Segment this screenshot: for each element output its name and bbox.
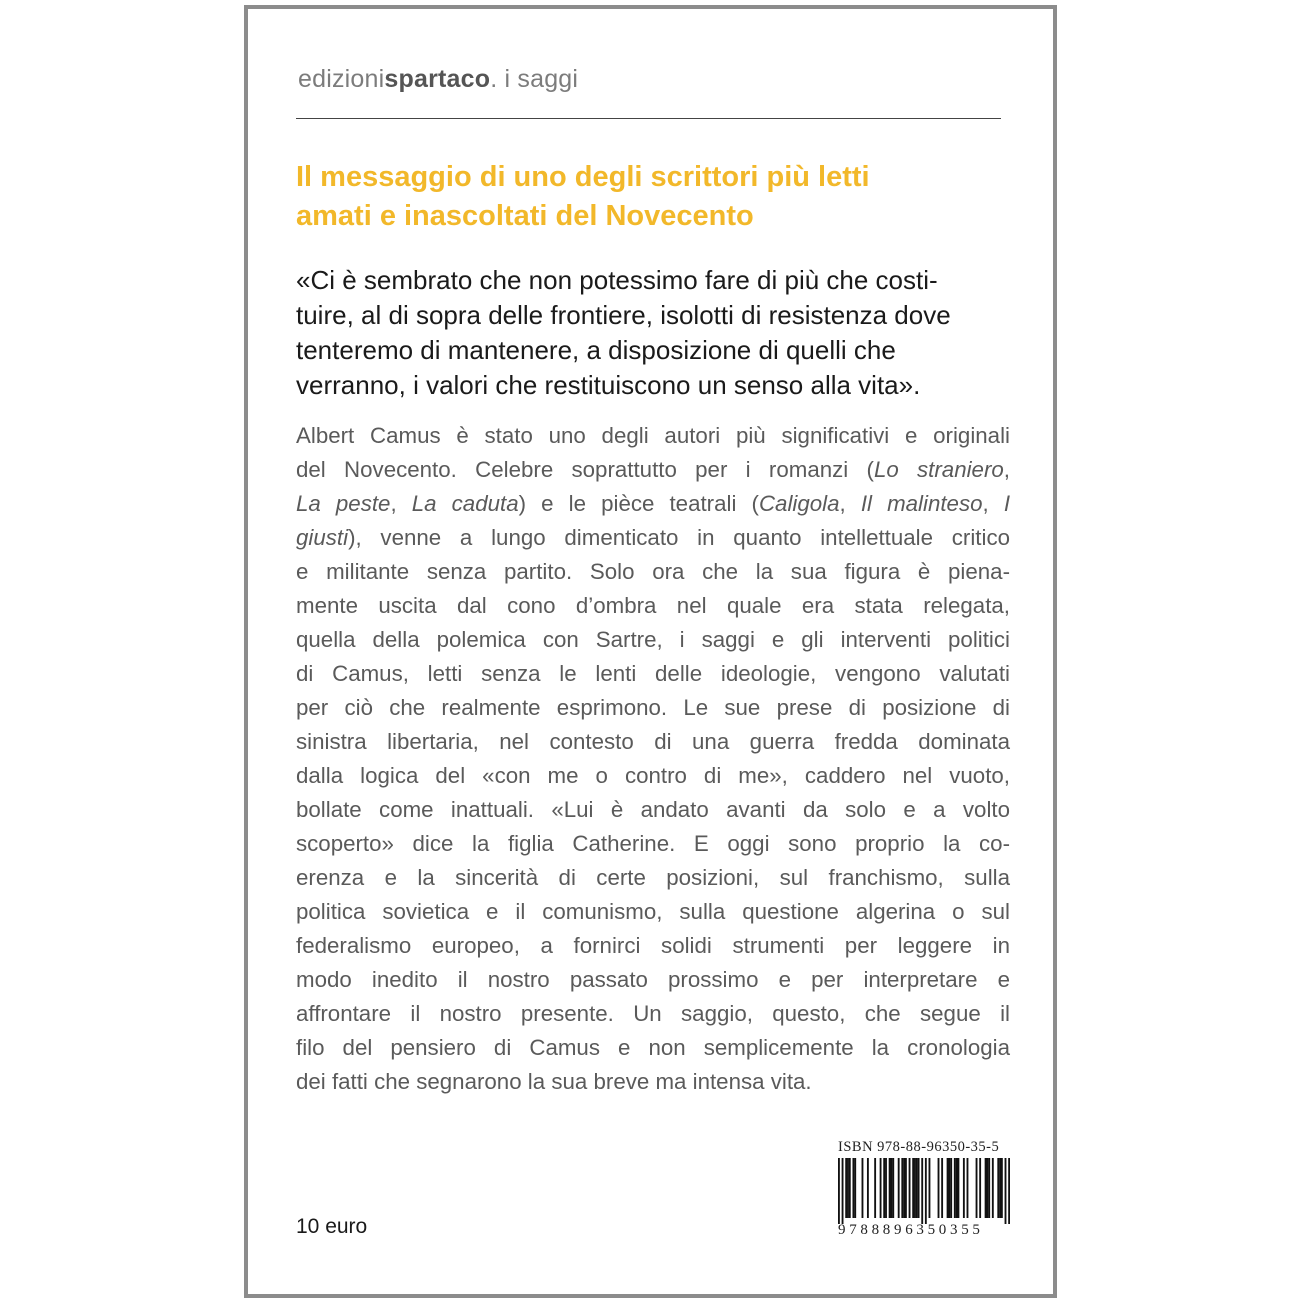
barcode-bar [838,1158,840,1224]
barcode-bar [963,1158,965,1218]
barcode-bar [880,1158,882,1218]
barcode-bar [950,1158,952,1218]
barcode-bar [892,1158,894,1218]
barcode-bar [1001,1158,1003,1218]
blurb-line: erenza e la sincerità di certe posizioni, sul franchismo, sulla [296,865,1010,890]
cover-content [248,9,1053,1294]
quote-line: verranno, i valori che restituiscono un senso alla vita». [296,370,921,400]
barcode-bar [889,1158,891,1218]
barcode-bar [947,1158,949,1218]
blurb-line: La peste, La caduta) e le pièce teatrali (Caligola, Il malinteso, I [296,491,1011,516]
price: 10 euro [296,1215,368,1238]
header-rule [296,118,1001,119]
title-il-malinteso: Il malinteso [860,491,983,516]
blurb-line: federalismo europeo, a fornirci solidi strumenti per leggere in [296,933,1010,958]
blurb-line: per ciò che realmente esprimono. Le sue prese di posizione di [296,695,1010,720]
barcode-bar [898,1158,900,1218]
barcode-bar [842,1158,844,1224]
headline-line: Il messaggio di uno degli scrittori più letti [296,161,870,193]
title-caligola: Caligola [758,491,840,516]
barcode-bar [938,1158,940,1218]
barcode-bar [849,1158,851,1218]
barcode-bar [847,1158,849,1218]
blurb-line: e militante senza partito. Solo ora che la sua figura è piena- [296,559,1010,584]
barcode-bar [874,1158,876,1218]
barcode-bar [988,1158,990,1218]
barcode-bar [883,1158,885,1218]
barcode-digits: 9788896350355 [838,1222,984,1238]
quote-line: tenteremo di mantenere, a disposizione di quelli che [296,335,896,365]
camus-quote [296,263,1006,403]
barcode-bar [845,1158,847,1218]
barcode-bar [914,1158,916,1218]
series-brand: spartaco [384,65,491,93]
blurb-line: Albert Camus è stato uno degli autori più significativi e originali [296,423,1010,448]
book-back-cover [244,5,1057,1298]
blurb-line: modo inedito il nostro passato prossimo e per interpretare e [296,967,1010,992]
barcode-bar [891,1158,893,1218]
barcode-bar [948,1158,950,1218]
barcode-bar [901,1158,903,1218]
barcode-bar [867,1158,869,1218]
barcode-bar [997,1158,999,1218]
barcode-bar [992,1158,994,1218]
blurb-line: giusti), venne a lungo dimenticato in quanto intellettuale critico [296,525,1010,550]
quote-line: «Ci è sembrato che non potessimo fare di più che costi- [296,265,938,295]
barcode-bar [954,1158,956,1218]
barcode-icon [838,1158,1010,1224]
blurb-line: politica sovietica e il comunismo, sulla questione algerina o sul [296,899,1010,924]
barcode-bar [999,1158,1001,1218]
barcode-bar [852,1158,854,1218]
barcode-bar [979,1158,981,1218]
barcode-bar [929,1158,931,1218]
blurb-line: dalla logica del «con me o contro di me», caddero nel vuoto, [296,763,1010,788]
barcode-bar [941,1158,943,1218]
blurb-line: dei fatti che segnarono la sua breve ma intensa vita. [296,1069,812,1094]
series-suffix: . i saggi [490,65,579,93]
title-lo-straniero: Lo straniero [873,457,1004,482]
barcode-bar [986,1158,988,1218]
blurb-line: del Novecento. Celebre soprattutto per i romanzi (Lo straniero, [296,457,1010,482]
barcode-bar [905,1158,907,1218]
quote-line: tuire, al di sopra delle frontiere, isolotti di resistenza dove [296,300,951,330]
blurb-line: mente uscita dal cono d’ombra nel quale era stata relegata, [296,593,1010,618]
blurb-line: di Camus, letti senza le lenti delle ideologie, vengono valutati [296,661,1010,686]
isbn-number: ISBN 978-88-96350-35-5 [838,1139,1000,1155]
blurb-line: bollate come inattuali. «Lui è andato avanti da solo e a volto [296,797,1010,822]
series-prefix: edizioni [298,65,385,93]
blurb-line: quella della polemica con Sartre, i saggi e gli interventi politici [296,627,1010,652]
barcode-bar [885,1158,887,1218]
isbn-barcode-block [838,1139,1010,1239]
barcode-bar [921,1158,923,1224]
barcode-bar [957,1158,959,1218]
barcode-bar [854,1158,856,1218]
barcode-bar [912,1158,914,1218]
barcode-bar [956,1158,958,1218]
title-la-peste: La peste [296,491,391,516]
barcode-bar [909,1158,911,1218]
blurb-line: filo del pensiero di Camus e non semplicemente la cronologia [296,1035,1010,1060]
barcode-bar [903,1158,905,1218]
blurb-line: sinistra libertaria, nel contesto di una guerra fredda dominata [296,729,1010,754]
headline [296,158,1016,236]
headline-line: amati e inascoltati del Novecento [296,200,754,232]
barcode-bar [985,1158,987,1218]
blurb-line: affrontare il nostro presente. Un saggio, questo, che segue il [296,1001,1010,1026]
barcode-bar [862,1158,864,1218]
barcode-bar [925,1158,927,1224]
series-logo [298,65,578,94]
blurb-text [296,419,1010,1099]
barcode-bar [1005,1158,1007,1224]
title-la-caduta: La caduta [411,491,519,516]
barcode-bar [1008,1158,1010,1224]
title-i-giusti-start: I [1003,491,1011,516]
barcode-bar [918,1158,920,1218]
barcode-bar [916,1158,918,1218]
blurb-line: scoperto» dice la figlia Catherine. E oggi sono proprio la co- [296,831,1010,856]
barcode-bar [967,1158,969,1218]
barcode-bar [976,1158,978,1218]
title-i-giusti-end: giusti [296,525,349,550]
